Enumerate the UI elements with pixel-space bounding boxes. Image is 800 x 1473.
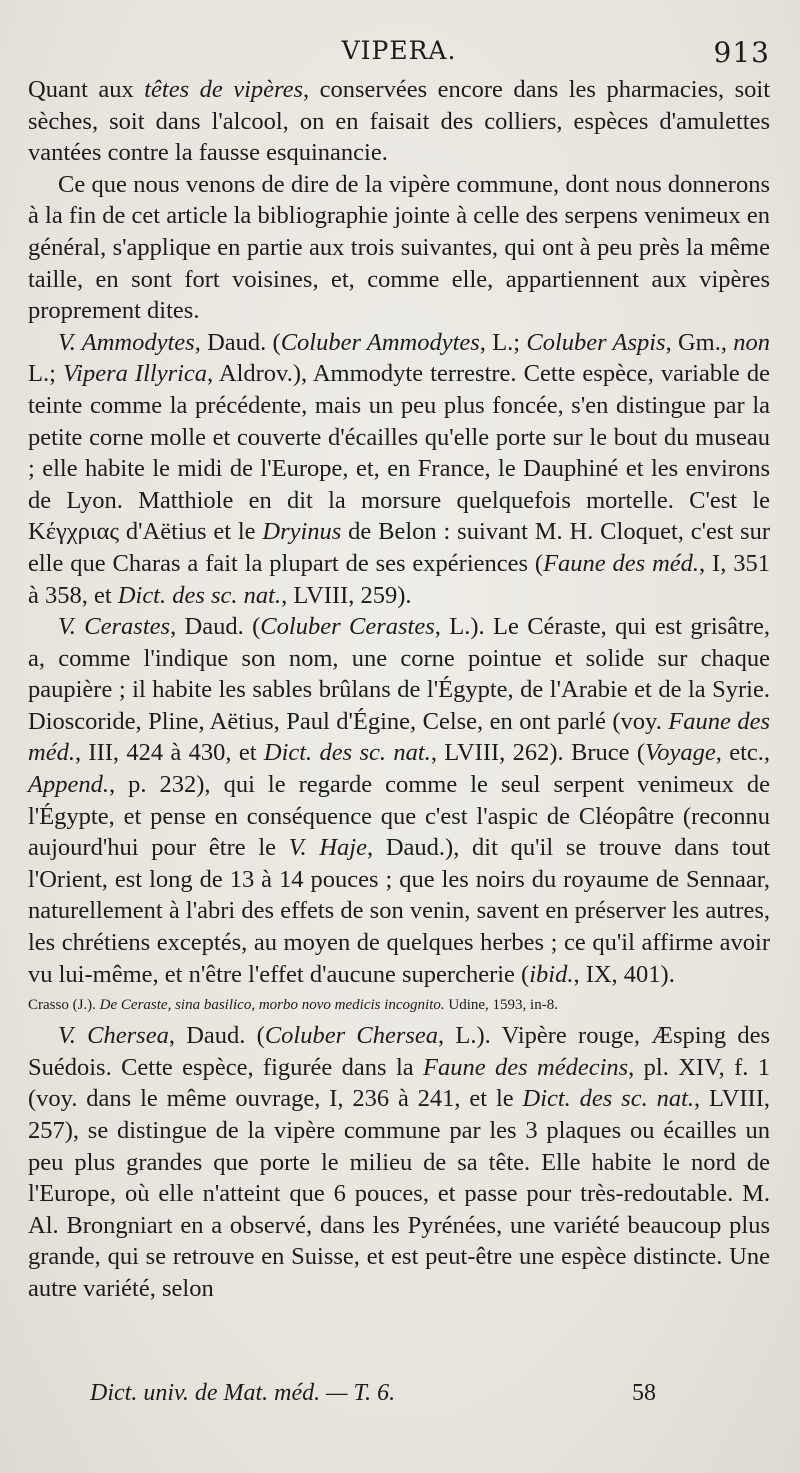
text-run: , L.; — [479, 328, 527, 356]
text-run: Quant aux — [28, 76, 145, 103]
text-run: , p. 232), qui le regarde comme le seul serpent venimeux de l'Égypte, et pense en conséquence que c'est l'aspic de Cléopâtre (reconnu aujourd'hui pour être le — [28, 771, 770, 862]
italic-text: Dict. des sc. nat. — [522, 1085, 694, 1113]
text-run: , etc., — [715, 739, 770, 767]
text-run: Udine, 1593, in-8. — [444, 997, 558, 1014]
paragraph — [28, 169, 770, 327]
text-run: , LVIII, 262). Bruce ( — [430, 739, 645, 767]
italic-text: V. Cerastes — [58, 613, 171, 641]
page-number: 913 — [713, 36, 770, 69]
body-text — [28, 74, 770, 1305]
signature-mark: 58 — [632, 1380, 656, 1406]
text-run: de Belon : suivant M. H. Cloquet, c'est sur elle que Charas a fait la plupart de ses expériences ( — [28, 518, 770, 577]
italic-text: Coluber Cerastes — [260, 613, 435, 641]
text-run: , Daud. ( — [170, 613, 261, 641]
text-run: , I, 351 à 358, et — [28, 549, 770, 609]
paragraph-continuation — [28, 74, 770, 169]
italic-text: Dict. des sc. nat. — [263, 739, 431, 767]
text-run: Crasso (J.). — [28, 997, 100, 1014]
text-run: , L.). Le Céraste, qui est grisâtre, a, comme l'indique son nom, une corne pointue et solide sur chaque paupière ; il habite les sables brûlans de l'Égypte, de l'Arabie et de la Syrie. Dioscoride, Pline, Aëtius, Paul d'Égine, Celse, en ont parlé (voy. — [28, 613, 771, 735]
italic-text: Dryinus — [262, 518, 342, 546]
text-run: , Daud. ( — [194, 328, 281, 356]
italic-text: Coluber Aspis — [526, 328, 666, 356]
text-run: , L.). Vipère rouge, Æsping des Suédois. Cette espèce, figurée dans la — [28, 1022, 770, 1081]
running-title: VIPERA. — [341, 36, 457, 65]
italic-text: Faune des méd. — [543, 549, 700, 577]
text-run: , conservées encore dans les pharmacies, soit sèches, soit dans l'alcool, on en faisait des colliers, espèces d'amulettes vantées contre la fausse esquinancie. — [28, 76, 770, 167]
text-run: , III, 424 à 430, et — [74, 739, 264, 767]
italic-text: Vipera Illyrica — [62, 360, 208, 388]
text-run: , pl. XIV, f. 1 (voy. dans le même ouvrage, I, 236 à 241, et le — [28, 1053, 771, 1113]
italic-text: Faune des médecins — [423, 1053, 629, 1081]
italic-text: ibid. — [529, 960, 574, 988]
text-run: , Daud.), dit qu'il se trouve dans tout l'Orient, est long de 13 à 14 pouces ; que les noirs du royaume de Sennaar, naturellement à l'abri des effets de son venin, savent en préserver les autres, les chrétiens exceptés, au moyen de quelques herbes ; ce qu'il affirme avoir vu lui-même, et n'être l'effet d'aucune supercherie ( — [28, 834, 770, 988]
italic-text: Faune des méd. — [28, 707, 770, 767]
italic-text: Coluber Ammodytes — [280, 328, 480, 356]
paragraph — [28, 1020, 770, 1304]
italic-text: têtes de vipères — [144, 76, 304, 103]
text-run: , Daud. ( — [168, 1022, 265, 1050]
italic-text: Voyage — [644, 739, 716, 767]
text-run: L.; — [28, 360, 63, 388]
text-run: Ce que nous venons de dire de la vipère commune, dont nous donnerons à la fin de cet article la bibliographie jointe à celle des serpens venimeux en général, s'applique en partie aux trois suivantes, qui ont à peu près la même taille, en sont fort voisines, et, comme elle, appartiennent aux vipères proprement dites. — [28, 170, 770, 325]
bibliographic-reference — [28, 990, 770, 1020]
text-run: , LVIII, 259). — [281, 581, 412, 609]
italic-text: V. Ammodytes — [58, 328, 195, 356]
printer-signature: Dict. univ. de Mat. méd. — T. 6. — [90, 1380, 396, 1406]
italic-text: Dict. des sc. nat. — [117, 581, 282, 609]
italic-text: V. Haje — [288, 834, 367, 862]
running-head — [28, 30, 770, 74]
text-run: , Gm., — [665, 328, 734, 356]
paragraph — [28, 327, 770, 611]
italic-text: De Ceraste, sina basilico, morbo novo medicis incognito. — [99, 997, 445, 1014]
text-run: , LVIII, 257), se distingue de la vipère commune par les 3 plaques ou écailles un peu plus grandes que porte le milieu de sa tête. Elle habite le nord de l'Europe, où elle n'atteint que 6 pouces, et passe pour très-redoutable. M. Al. Brongniart en a observé, dans les Pyrénées, une variété beaucoup plus grande, qui se retrouve en Suisse, et est peut-être une espèce distincte. Une autre variété, selon — [28, 1085, 770, 1302]
italic-text: Append. — [28, 771, 109, 799]
paragraph — [28, 611, 770, 990]
text-run: , Aldrov.), Ammodyte terrestre. Cette espèce, variable de teinte comme la précédente, mais un peu plus foncée, s'en distingue par la petite corne molle et couverte d'écailles qu'elle porte sur le bout du museau ; elle habite le midi de l'Europe, et, en France, le Dauphiné et les environs de Lyon. Matthiole en dit la morsure quelquefois mortelle. C'est le Κέγχριας d'Aëtius et le — [28, 360, 770, 546]
italic-text: V. Chersea — [58, 1022, 169, 1050]
italic-text: Coluber Chersea — [264, 1022, 439, 1050]
text-run: , IX, 401). — [573, 960, 675, 988]
italic-text: non — [733, 328, 770, 356]
